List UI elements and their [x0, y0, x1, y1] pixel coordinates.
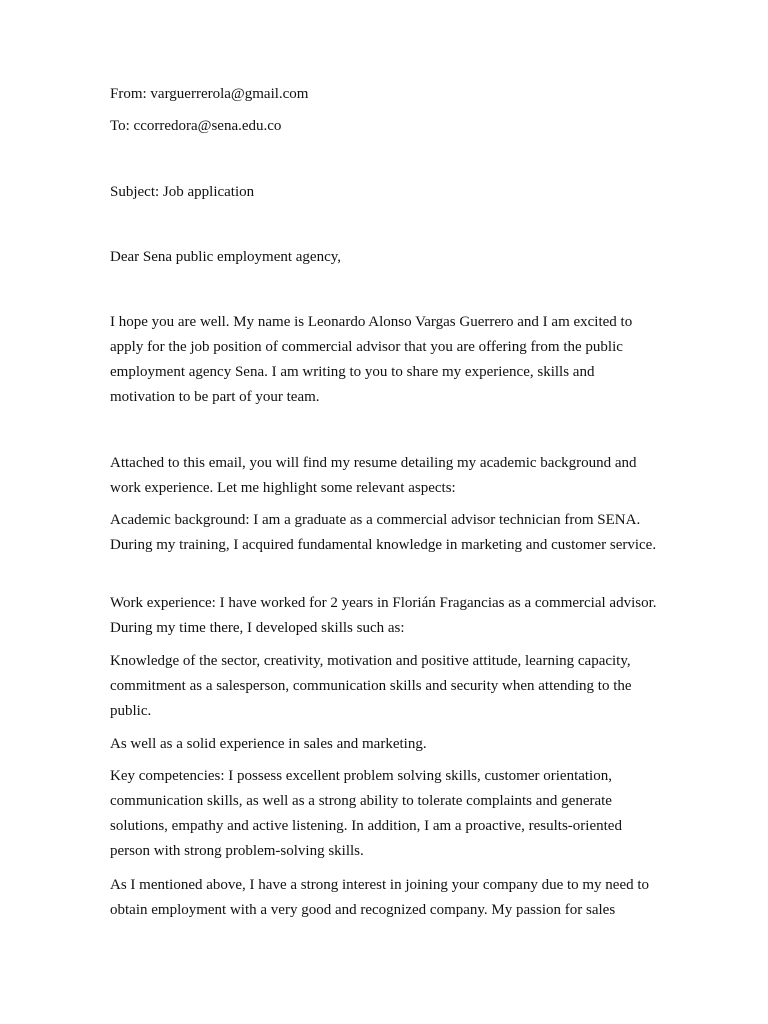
closing-paragraph: As I mentioned above, I have a strong interest in joining your company due to my need to obtain employment with a very good and recognized company. My passion for sales: [110, 877, 650, 918]
sales-experience-paragraph: As well as a solid experience in sales and marketing.: [110, 736, 427, 752]
intro-paragraph: I hope you are well. My name is Leonardo Alonso Vargas Guerrero and I am excited to apply for the job position of commercial advisor that you are offering from the public employment agency Sena. I am writing to you to share my experience, skills and motivation to be part of your team.: [110, 314, 633, 405]
subject-line: Subject: Job application: [110, 184, 255, 200]
work-experience-paragraph: Work experience: I have worked for 2 years in Florián Fragancias as a commercial advisor. During my time there, I developed skills such as:: [110, 595, 657, 636]
academic-background-paragraph: Academic background: I am a graduate as a commercial advisor technician from SENA. During my training, I acquired fundamental knowledge in marketing and customer service.: [110, 512, 657, 553]
greeting: Dear Sena public employment agency,: [110, 249, 342, 265]
attachment-paragraph: Attached to this email, you will find my resume detailing my academic background and work experience. Let me highlight some relevant aspects:: [110, 455, 637, 496]
to-line: To: ccorredora@sena.edu.co: [110, 118, 282, 134]
key-competencies-paragraph: Key competencies: I possess excellent problem solving skills, customer orientation, communication skills, as well as a strong ability to tolerate complaints and generate solutions, empathy and active listening. In addition, I am a proactive, results-oriented person with strong problem-solving skills.: [110, 768, 622, 859]
from-line: From: varguerrerola@gmail.com: [110, 86, 309, 102]
skills-paragraph: Knowledge of the sector, creativity, motivation and positive attitude, learning capacity, commitment as a salesperson, communication skills and security when attending to the public.: [110, 653, 632, 719]
